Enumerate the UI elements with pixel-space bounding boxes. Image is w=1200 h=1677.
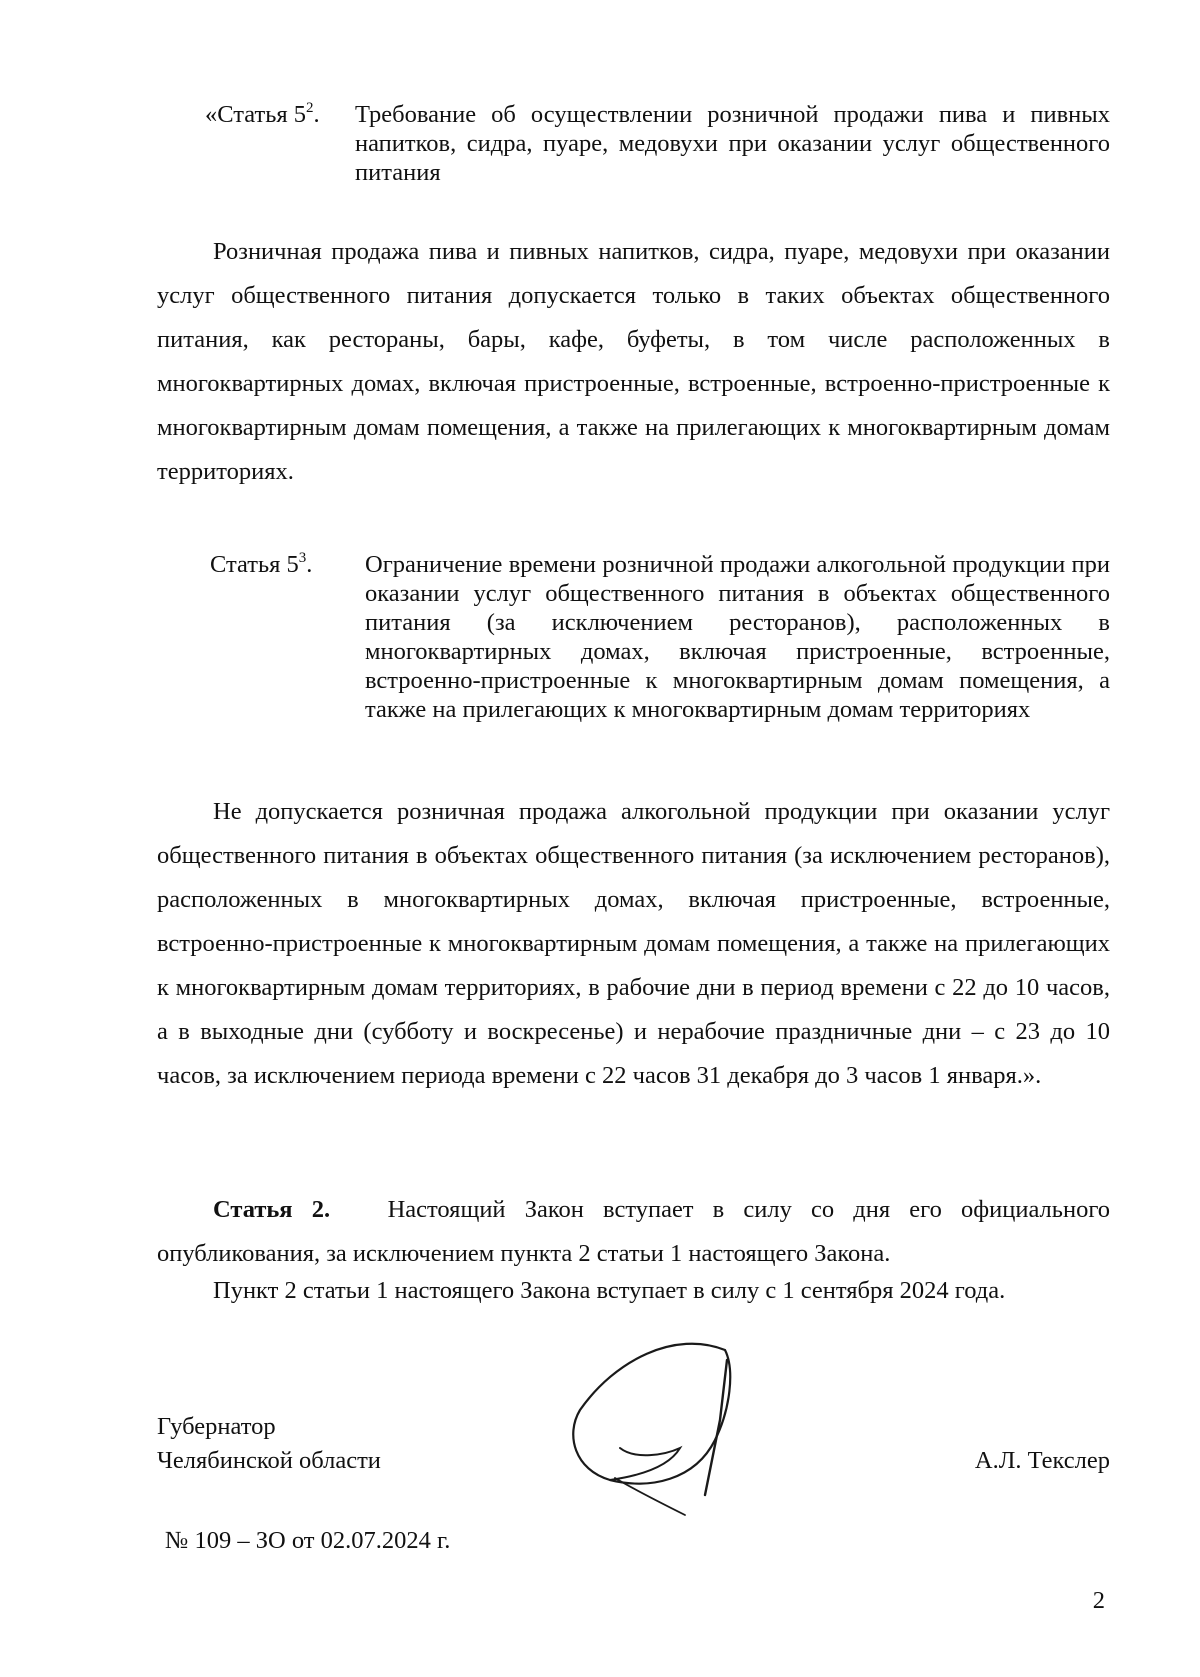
handwritten-signature	[555, 1330, 755, 1530]
region-name: Челябинской области	[157, 1447, 381, 1474]
article-5-2-title: Требование об осуществлении розничной продажи пива и пивных напитков, сидра, пуаре, медовухи при оказании услуг общественного питания	[355, 101, 1110, 186]
article-5-2-body: Розничная продажа пива и пивных напитков, сидра, пуаре, медовухи при оказании услуг общественного питания допускается только в таких объектах общественного питания, как рестораны, бары, кафе, буфеты, в том числе расположенных в многоквартирных домах, включая пристроенные, встроенные, встроенно-пристроенные к многоквартирным домам помещения, а также на прилегающих к многоквартирным домам территориях.	[157, 238, 1110, 485]
page-number: 2	[1092, 1587, 1105, 1614]
law-number-date: № 109 – ЗО от 02.07.2024 г.	[165, 1527, 451, 1554]
article-5-2-heading	[205, 100, 1110, 187]
article-5-3-title: Ограничение времени розничной продажи алкогольной продукции при оказании услуг общественного питания в объектах общественного питания (за исключением ресторанов), расположенных в многоквартирных домах, включая пристроенные, встроенные, встроенно-пристроенные к многоквартирным домам помещения, а также на прилегающих к многоквартирным домам территориях	[365, 551, 1110, 723]
article-2-paragraph	[157, 1188, 1110, 1276]
governor-name: А.Л. Текслер	[974, 1447, 1110, 1474]
article-2-text: Настоящий Закон вступает в силу со дня его официального опубликования, за исключением пункта 2 статьи 1 настоящего Закона.	[157, 1196, 1111, 1267]
article-5-3-body: Не допускается розничная продажа алкогольной продукции при оказании услуг общественного питания в объектах общественного питания (за исключением ресторанов), расположенных в многоквартирных домах, включая пристроенные, встроенные, встроенно-пристроенные к многоквартирным домам помещения, а также на прилегающих к многоквартирным домам территориях, в рабочие дни в период времени с 22 до 10 часов, а в выходные дни (субботу и воскресенье) и нерабочие праздничные дни – с 23 до 10 часов, за исключением периода времени с 22 часов 31 декабря до 3 часов 1 января.».	[157, 798, 1110, 1089]
article-2-label: Статья 2.	[213, 1196, 331, 1223]
governor-title: Губернатор	[157, 1413, 276, 1440]
article-5-3-number: Статья $5^3$.	[210, 550, 313, 578]
article-5-2-number: «Статья $5^2$.	[205, 100, 320, 128]
article-5-3-heading	[210, 550, 1110, 724]
article-2-second-paragraph: Пункт 2 статьи 1 настоящего Закона вступает в силу с 1 сентября 2024 года.	[213, 1277, 1006, 1304]
